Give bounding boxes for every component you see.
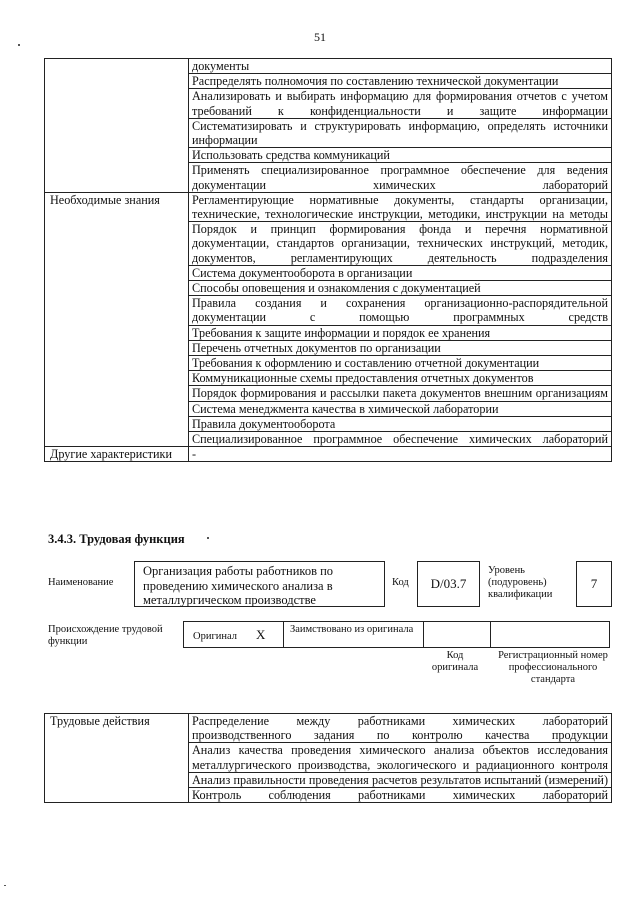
- name-label: Наименование: [48, 577, 114, 588]
- skill-item: Систематизировать и структурировать информацию, определять источники информации: [189, 118, 612, 147]
- knowledge-item: Требования к защите информации и порядок ее хранения: [189, 325, 612, 340]
- knowledge-item: Регламентирующие нормативные документы, стандарты организации, технические, технологические инструкции, методики, инструкции на методы: [189, 192, 612, 221]
- knowledge-item: Система менеджмента качества в химической лаборатории: [189, 401, 612, 416]
- other-characteristics-value: -: [189, 447, 612, 462]
- knowledge-item: Перечень отчетных документов по организации: [189, 340, 612, 355]
- reg-number-caption: Регистрационный номер профессионального стандарта: [498, 650, 608, 685]
- qualification-level-label: Уровень (подуровень) квалификации: [488, 565, 553, 600]
- code-original-caption: Код оригинала: [431, 650, 479, 673]
- origin-label: Происхождение трудовой функции: [48, 624, 163, 647]
- divider: [423, 622, 424, 647]
- qualification-level-box: 7: [576, 561, 612, 607]
- knowledge-item: Способы оповещения и ознакомления с документацией: [189, 281, 612, 296]
- action-item: Распределение между работниками химических лабораторий производственного задания по контролю качества продукции: [189, 714, 612, 743]
- knowledge-item: Порядок формирования и рассылки пакета документов внешним организациям: [189, 386, 612, 401]
- other-characteristics-label: Другие характеристики: [45, 447, 189, 462]
- knowledge-item: Требования к оформлению и составлению отчетной документации: [189, 356, 612, 371]
- original-mark: X: [256, 627, 266, 642]
- divider: [490, 622, 491, 647]
- skill-item: Использовать средства коммуникаций: [189, 148, 612, 163]
- table-row: [45, 714, 612, 743]
- scan-dot: [18, 44, 20, 46]
- table-row: [45, 192, 612, 221]
- table-row: [45, 59, 612, 74]
- labor-actions-table: [44, 713, 612, 803]
- code-value-box: D/03.7: [417, 561, 480, 607]
- knowledge-item: Коммуникационные схемы предоставления отчетных документов: [189, 371, 612, 386]
- function-name-box: Организация работы работников по проведению химического анализа в металлургическом производстве: [134, 561, 385, 607]
- knowledge-item: Специализированное программное обеспечение химических лабораторий: [189, 432, 612, 447]
- divider: [283, 622, 284, 647]
- skill-item: Применять специализированное программное обеспечение для ведения документации химических лабораторий: [189, 163, 612, 192]
- original-label: Оригинал: [193, 631, 237, 642]
- scan-dot: [207, 537, 209, 539]
- table-row: [45, 447, 612, 462]
- skill-item: Распределять полномочия по составлению технической документации: [189, 74, 612, 89]
- borrowed-label: Заимствовано из оригинала: [290, 624, 414, 635]
- section-heading: 3.4.3. Трудовая функция: [48, 532, 185, 546]
- origin-row: [183, 621, 610, 648]
- knowledge-item: Порядок и принцип формирования фонда и перечня нормативной документации, стандартов организации, технических инструкций, методик, документов, регламентирующих деятельность подразделения: [189, 222, 612, 266]
- labor-actions-label: Трудовые действия: [45, 714, 189, 803]
- knowledge-item: Система документооборота в организации: [189, 265, 612, 280]
- action-item: Анализ правильности проведения расчетов результатов испытаний (измерений): [189, 772, 612, 787]
- skills-knowledge-table: [44, 58, 612, 462]
- code-label: Код: [392, 577, 409, 588]
- action-item: Контроль соблюдения работниками химических лабораторий: [189, 788, 612, 803]
- action-item: Анализ качества проведения химического анализа объектов исследования металлургического производства, экологического и радиационного контроля: [189, 743, 612, 772]
- knowledge-item: Правила документооборота: [189, 416, 612, 431]
- scan-dot: [4, 885, 6, 886]
- page-number: 51: [314, 30, 326, 44]
- knowledge-item: Правила создания и сохранения организационно-распорядительной документации с помощью программных средств: [189, 296, 612, 325]
- skill-item: Анализировать и выбирать информацию для формирования отчетов с учетом требований к конфиденциальности и защите информации: [189, 89, 612, 118]
- knowledge-label: Необходимые знания: [45, 192, 189, 446]
- skill-item: документы: [189, 59, 612, 74]
- skills-label-cell: [45, 59, 189, 193]
